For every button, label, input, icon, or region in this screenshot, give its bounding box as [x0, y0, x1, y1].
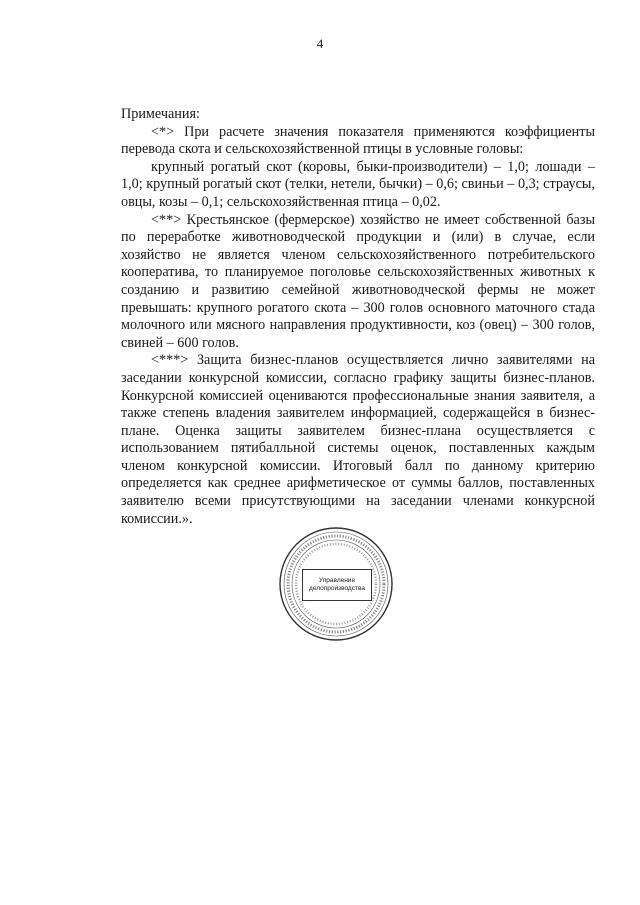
notes-section [121, 106, 595, 528]
note-3: <***> Защита бизнес-планов осуществляется лично заявителями на заседании конкурсной комиссии, согласно графику защиты бизнес-планов. Конкурсной комиссией оцениваются профессиональные знания заявителя, а также степень владения заявителем информацией, содержащейся в бизнес-плане. Оценка защиты заявителем бизнес-плана осуществляется с использованием пятибалльной системы оценок, поставленных каждым членом конкурсной комиссии. Итоговый балл по данному критерию определяется как среднее арифметическое от суммы баллов, поставленных заявителю всеми присутствующими на заседании членами конкурсной комиссии.». [121, 352, 595, 527]
seal-label [302, 569, 372, 601]
seal-label-line1: Управление [318, 577, 356, 584]
note-2: <**> Крестьянское (фермерское) хозяйство не имеет собственной базы по переработке животноводческой продукции и (или) в случае, если хозяйство не является членом сельскохозяйственного потребительского кооператива, то планируемое поголовье сельскохозяйственных животных к созданию и развитию семейной животноводческой фермы не может превышать: крупного рогатого скота – 300 голов основного маточного стада молочного или мясного направления продуктивности, коз (овец) – 300 голов, свиней – 600 голов. [121, 211, 595, 351]
official-seal [278, 526, 394, 642]
note-1-coefficients: крупный рогатый скот (коровы, быки-производители) – 1,0; лошади – 1,0; крупный рогатый скот (телки, нетели, бычки) – 0,6; свиньи – 0,3; страусы, овцы, козы – 0,1; сельскохозяйственная птица – 0,02. [121, 158, 595, 210]
seal-label-line2: делопроизводства [309, 585, 365, 592]
note-1: <*> При расчете значения показателя применяются коэффициенты перевода скота и сельскохозяйственной птицы в условные головы: [121, 123, 595, 158]
notes-heading: Примечания: [121, 106, 200, 122]
page-number: 4 [316, 36, 324, 51]
